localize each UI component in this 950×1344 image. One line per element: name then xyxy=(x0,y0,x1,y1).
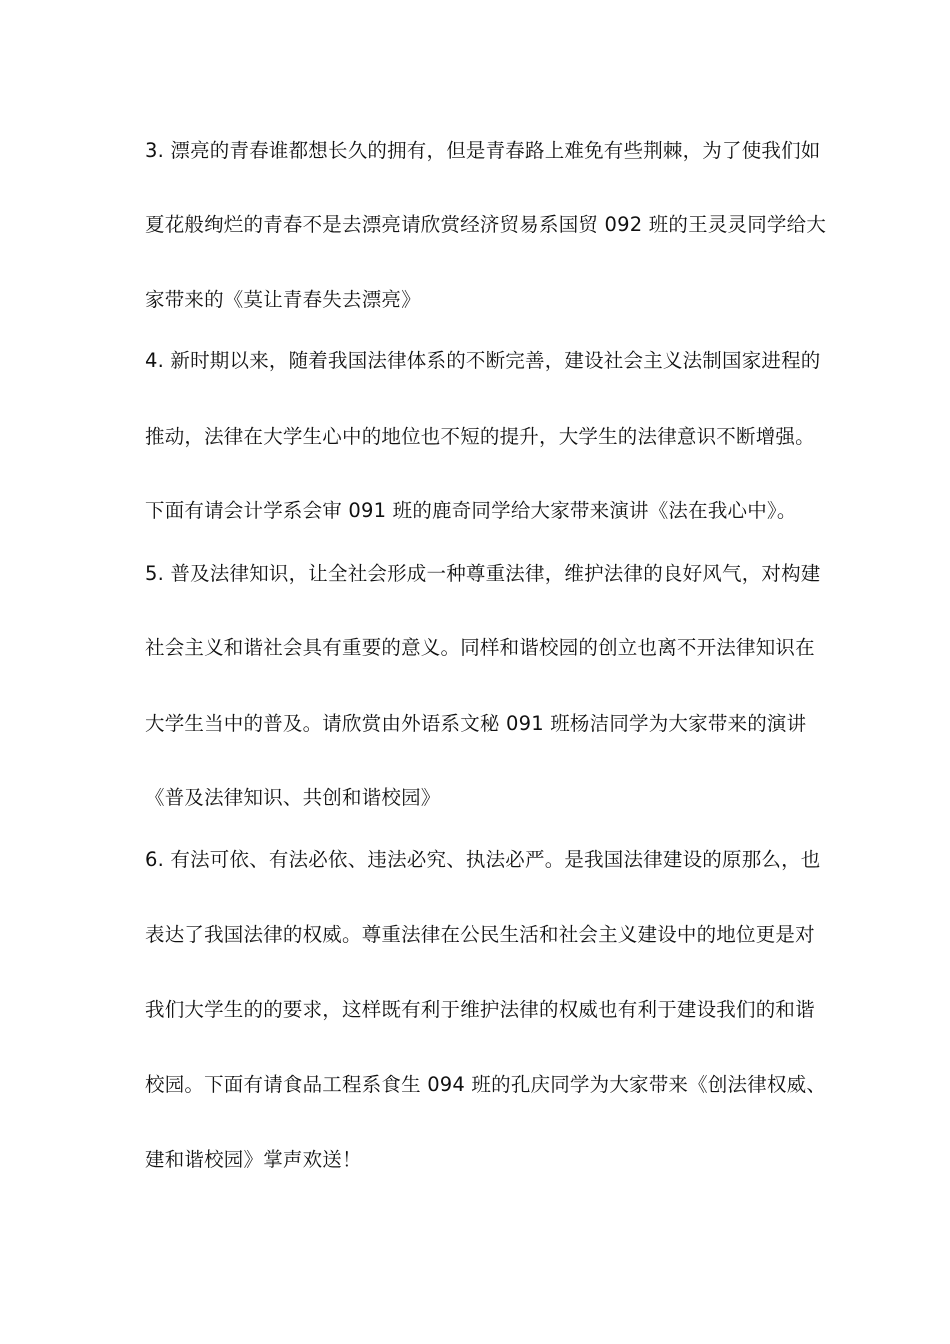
text-line: 校园。下面有请食品工程系食生 094 班的孔庆同学为大家带来《创法律权威、 xyxy=(145,1073,827,1096)
text-line: 下面有请会计学系会审 091 班的鹿奇同学给大家带来演讲《法在我心中》。 xyxy=(145,499,797,522)
text-line: 我们大学生的的要求，这样既有利于维护法律的权威也有利于建设我们的和谐 xyxy=(145,998,815,1021)
text-line: 《普及法律知识、共创和谐校园》 xyxy=(145,786,441,809)
text-line: 推动，法律在大学生心中的地位也不短的提升，大学生的法律意识不断增强。 xyxy=(145,425,815,448)
text-line: 6. 有法可依、有法必依、违法必究、执法必严。是我国法律建设的原那么，也 xyxy=(145,848,821,871)
text-line: 3. 漂亮的青春谁都想长久的拥有，但是青春路上难免有些荆棘，为了使我们如 xyxy=(145,139,821,162)
text-line: 家带来的《莫让青春失去漂亮》 xyxy=(145,288,421,311)
text-line: 表达了我国法律的权威。尊重法律在公民生活和社会主义建设中的地位更是对 xyxy=(145,923,815,946)
text-line: 4. 新时期以来，随着我国法律体系的不断完善，建设社会主义法制国家进程的 xyxy=(145,349,821,372)
text-line: 5. 普及法律知识，让全社会形成一种尊重法律，维护法律的良好风气，对构建 xyxy=(145,562,821,585)
text-line: 社会主义和谐社会具有重要的意义。同样和谐校园的创立也离不开法律知识在 xyxy=(145,636,815,659)
text-line: 建和谐校园》掌声欢送！ xyxy=(145,1148,362,1171)
text-line: 大学生当中的普及。请欣赏由外语系文秘 091 班杨洁同学为大家带来的演讲 xyxy=(145,712,807,735)
text-line: 夏花般绚烂的青春不是去漂亮请欣赏经济贸易系国贸 092 班的王灵灵同学给大 xyxy=(145,213,827,236)
